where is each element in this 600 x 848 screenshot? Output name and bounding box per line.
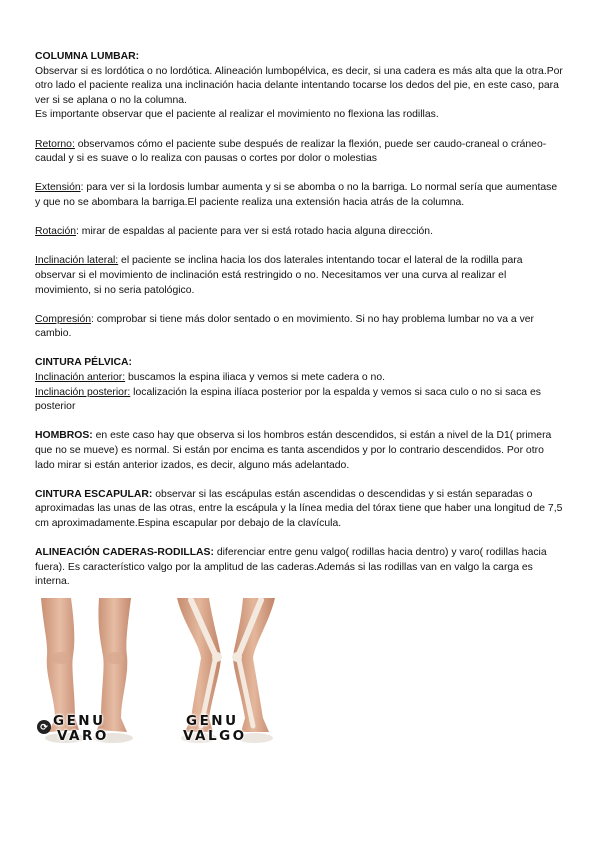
escapular-text: observar si las escápulas están ascendidas o descendidas y si están separadas o aproximadas las unas de las otras, entre la escápula y la línea media del tórax tiene que haber una longitud de 7,5 cm aproximadamente.Espina escapular por debajo de la clavícula.	[35, 488, 563, 529]
genu-valgo-caption	[183, 714, 247, 744]
section-cintura-pelvica	[35, 356, 565, 414]
section-compresion	[35, 313, 565, 342]
heading-cintura-pelvica: CINTURA PÉLVICA:	[35, 357, 132, 369]
columna-paragraph: Observar si es lordótica o no lordótica. Alineación lumbopélvica, es decir, si una cadera es más alta que la otra.Por otro lado el paciente realiza una inclinación hacia delante intentando tocarse los dedos del pie, en este caso, para ver si se aplana o no la columna.	[35, 65, 563, 106]
heading-alineacion: ALINEACIÓN CADERAS-RODILLAS:	[35, 547, 214, 559]
genu-varo-line-1: GENU	[53, 713, 106, 729]
section-columna-lumbar	[35, 50, 565, 123]
section-retorno	[35, 138, 565, 167]
reload-icon: ⟳	[37, 720, 51, 734]
section-inclinacion-lateral	[35, 254, 565, 298]
label-inclinacion-lateral: Inclinación lateral:	[35, 255, 119, 267]
columna-paragraph-2: Es importante observar que el paciente al realizar el movimiento no flexiona las rodillas.	[35, 109, 439, 121]
inclinacion-anterior-text: buscamos la espina iliaca y vemos si mete cadera o no.	[125, 372, 386, 384]
section-hombros	[35, 429, 565, 473]
label-compresion: Compresión	[35, 313, 92, 325]
genu-varo-line-2: VARO	[57, 728, 109, 744]
genu-valgo-line-1: GENU	[186, 713, 239, 729]
label-rotacion: Rotación	[35, 226, 77, 238]
extension-text: : para ver si la lordosis lumbar aumenta y si se abomba o no la barriga. Lo normal sería que aumentase y que no se abombara la barriga.El paciente realiza una extensión hacia atrás de la columna.	[35, 182, 558, 208]
genu-valgo-figure	[173, 598, 283, 748]
label-extension: Extensión	[35, 182, 81, 194]
inclinacion-lateral-text: el paciente se inclina hacia los dos laterales intentando tocar el lateral de la rodilla para observar si el movimiento de inclinación está restringido o no. Necesitamos ver una curva al realizar el movimiento, si no seria patológico.	[35, 255, 523, 296]
section-rotacion	[35, 225, 565, 240]
label-inclinacion-anterior: Inclinación anterior:	[35, 372, 126, 384]
hombros-text: en este caso hay que observa si los hombros están descendidos, si están a nivel de la D1( primera que no se mueve) es normal. Si están por encima es tanta ascendidos y por lo contrario descendidos. Por otro lado mirar si están anterior izados, es decir, alguno más adelantado.	[35, 430, 552, 471]
label-retorno: Retorno:	[35, 138, 75, 150]
heading-columna-lumbar: COLUMNA LUMBAR:	[35, 51, 140, 62]
heading-hombros: HOMBROS:	[35, 430, 93, 442]
compresion-text: : comprobar si tiene más dolor sentado o en movimiento. Si no hay problema lumbar no va a ver cambio.	[35, 313, 535, 340]
inclinacion-posterior-text: localización la espina ilíaca posterior por la espalda y vemos si saca culo o no si saca es posterior	[35, 386, 541, 413]
label-inclinacion-posterior: Inclinación posterior:	[35, 386, 131, 398]
section-extension	[35, 181, 565, 210]
genu-varo-caption	[53, 714, 109, 744]
retorno-text: observamos cómo el paciente sube después de realizar la flexión, puede ser caudo-craneal o cráneo-caudal y si es suave o lo realiza con pausas o cortes por dolor o molestias	[35, 138, 547, 165]
section-alineacion	[35, 546, 565, 590]
section-cintura-escapular	[35, 488, 565, 532]
heading-cintura-escapular: CINTURA ESCAPULAR:	[35, 488, 153, 500]
rotacion-text: : mirar de espaldas al paciente para ver si está rotado hacia alguna dirección.	[76, 226, 433, 238]
document-body	[35, 50, 565, 605]
figures-row	[35, 598, 295, 750]
genu-varo-figure	[35, 598, 145, 748]
alineacion-text: diferenciar entre genu valgo( rodillas hacia dentro) y varo( rodillas hacia fuera). Es característico valgo por la amplitud de las caderas.Además si las rodillas van en valgo la carga es interna.	[35, 547, 547, 588]
genu-valgo-line-2: VALGO	[183, 728, 247, 744]
